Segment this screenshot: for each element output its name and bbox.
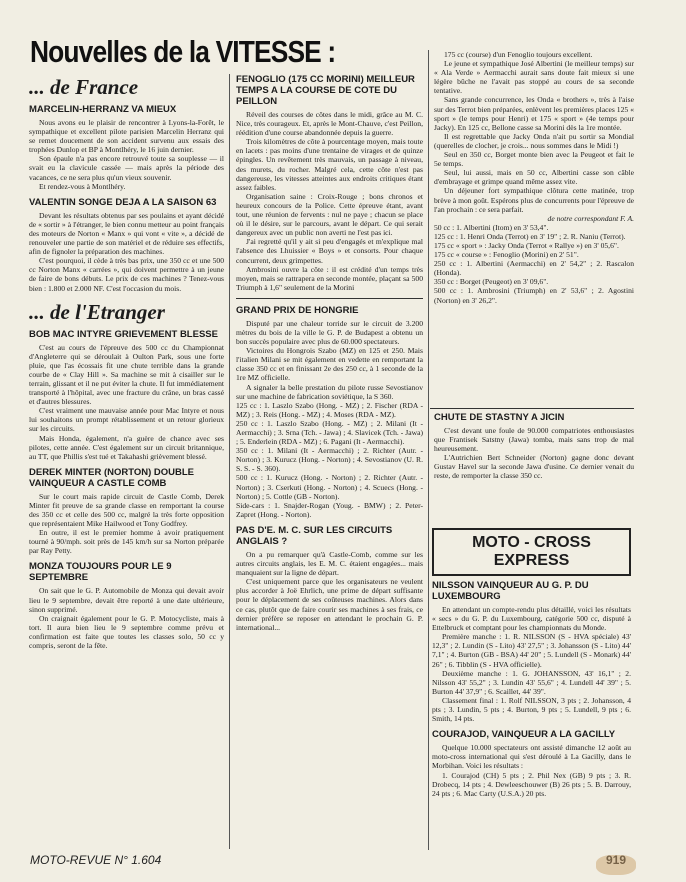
- result-line: 1. Courajod (CH) 5 pts ; 2. Phil Nex (GB) 9 pts ; 3. R. Drobecq, 14 pts ; 4. Dewleeschouwer (B) 26 pts ; 5. B. Darrouy, 24 pts ; 6. Mac Carty (U.S.A.) 20 pts.: [432, 770, 631, 798]
- column-2: [236, 74, 423, 849]
- article-paragraph: Sur le court mais rapide circuit de Castle Comb, Derek Minter fit preuve de sa grande classe en remportant la course des 350 cc et celle des 500 cc, malgré la très forte opposition que représentaient Mike Hailwood et Tony Godfrey.: [29, 491, 224, 529]
- headline-valentin: VALENTIN SONGE DEJA A LA SAISON 63: [29, 196, 217, 208]
- headline-fenoglio: FENOGLIO (175 CC MORINI) MEILLEUR TEMPS A LA COURSE DE COTE DU PEILLON: [236, 74, 415, 107]
- article-paragraph: A signaler la belle prestation du pilote russe Sevostianov sur une machine de fabrication soviétique, la S 360.: [236, 382, 423, 401]
- article-paragraph: C'est vraiment une mauvaise année pour Mac Intyre et nous lui souhaitons un prompt rétablissement et un retour glorieux sur les circuits.: [29, 406, 224, 434]
- column-3-upper: [434, 50, 634, 408]
- result-line: 175 cc « sport » : Jacky Onda (Terrot « Rallye ») en 3' 05,6".: [434, 240, 619, 250]
- page-title: Nouvelles de la VITESSE :: [30, 34, 336, 69]
- article-paragraph: Seul en 350 cc, Borget monte bien avec la Peugeot et fait le 5e temps.: [434, 150, 634, 169]
- result-line: 125 cc : 1. Henri Onda (Terrot) en 3' 19" ; 2. R. Naniu (Terrot).: [434, 231, 626, 241]
- result-line: 500 cc : 1. Kurucz (Hong. - Norton) ; 2. Richter (Autr. - Norton) ; 3. Cserkuti (Hong. - Norton) ; 4. Scuecs (Hong. - Norton) ; 5. Cottle (GB - Norton).: [236, 473, 423, 501]
- article-paragraph: On craignait également pour le G. P. Motocycliste, mais à tort. Il aura bien lieu le 9 septembre comme prévu et confirmation est faite que toutes les classes solo, 50 cc y compris, seront de la fête.: [29, 613, 224, 651]
- headline-minter: DEREK MINTER (NORTON) DOUBLE VAINQUEUR A CASTLE COMB: [29, 466, 195, 489]
- headline-nilsson: NILSSON VAINQUEUR AU G. P. DU LUXEMBOURG: [432, 580, 589, 602]
- section-heading-etranger: ... de l'Etranger: [29, 299, 165, 324]
- article-paragraph: C'est pourquoi, il cède à très bas prix, une 350 cc et une 500 cc Norton Manx « carrées », qui doivent permettre à un jeune de faire de bons débuts. Le prix de ces machines ? Tenez-vous bien : 1.800 et 2.000 NF. C'est l'occasion du mois.: [29, 256, 224, 293]
- article-paragraph: C'est uniquement parce que les organisateurs ne veulent plus accorder à Joë Ehrlich, une prime de départ suffisante pour le déplacement de ses coûteuses machines. Alors dans ce cas, plutôt que de faire courir ses machines à ses frais, ce dernier préfère se reposer en attendant le prochain G. P. international...: [236, 577, 423, 632]
- headline-marcelin: MARCELIN-HERRANZ VA MIEUX: [29, 104, 177, 115]
- article-paragraph: Ambrosini ouvre la côte : il est crédité d'un temps très moyen, mais se rattrapera en seconde montée, plaçant sa 500 Triumph à 1,6" seulement de la Morini: [236, 264, 423, 292]
- article-paragraph: Trois kilomètres de côte à pourcentage moyen, mais toute en lacets : pas moins d'une trentaine de virages et de quinze épingles. Un revêtement très mauvais, un passage à niveau, des murets, du rocher. Malgré cela, cette côte n'est pas dangereuse, les vitesses atteintes aux endroits critiques étant assez faibles.: [236, 137, 423, 192]
- column-1: [29, 74, 224, 849]
- section-divider: [430, 408, 634, 409]
- result-line: Deuxième manche : 1. G. JOHANSSON, 43' 16,1" ; 2. Nilsson 43' 55,2" ; 3. Lundin 43' 55,6" ; 4. Lundell 44' 39" ; 5. Burton 44' 37,9" ; 6. Scaillet, 44' 39".: [432, 668, 631, 696]
- article-paragraph: Il est regrettable que Jacky Onda n'ait pu sortir sa Mondial (querelles de clocher, je crois... nous sommes dans le Midi !): [434, 131, 634, 150]
- motocross-box: [432, 528, 631, 844]
- headline-hongrie: GRAND PRIX DE HONGRIE: [236, 304, 359, 316]
- article-paragraph: Réveil des courses de côtes dans le midi, grâce au M. C. Nice, très courageux. Et, après le Mont-Chauve, c'est Peillon, réédition d'une course abandonnée depuis la guerre.: [236, 110, 423, 138]
- article-paragraph: En outre, il est le premier homme à avoir pratiquement tourné à 90/mph. soit près de 145 km/h sur sa Norton préparée par Ray Petty.: [29, 528, 224, 556]
- article-paragraph: On sait que le G. P. Automobile de Monza qui devait avoir lieu le 9 septembre, devait être reporté à une date ultérieure, sinon supprimé.: [29, 586, 224, 614]
- article-paragraph: Son épaule n'a pas encore retrouvé toute sa souplesse — il svait eu la clavicule cassée — mais après la période des vacances, ce ne sera plus qu'un vieux souvenir.: [29, 154, 224, 182]
- article-paragraph: Le jeune et sympathique José Albertini (le meilleur temps) sur « Ala Verde » Aermacchi aurait sans doute fait mieux si une légère bûche ne l'avait pas stoppé au cours de sa seconde tentative.: [434, 59, 634, 96]
- result-line: 50 cc : 1. Albertini (Itom) en 3' 53,4".: [434, 222, 549, 232]
- article-paragraph: Devant les résultats obtenus par ses poulains et ayant décidé de « sortir » à l'étranger, le bien connu metteur au point français des moteurs de Norton « Manx » qui vont « vite », a décidé de renouveler une partie de son matériel et de réduire ses effectifs, afin de fignoler la préparation des machines.: [29, 210, 224, 257]
- result-line: 125 cc : 1. Laszlo Szabo (Hong. - MZ) ; 2. Fischer (RDA - MZ) ; 3. Reis (Hong. - MZ) ; 4. Moses (RDA - MZ).: [236, 400, 423, 419]
- article-paragraph: Un déjeuner fort sympathique clôtura cette matinée, trop brève à mon goût. Espérons plus de concurrents pour l'épreuve de l'an prochain : ce sera parfait.: [434, 186, 634, 214]
- article-paragraph: Seul, lui aussi, mais en 50 cc, Albertini casse son câble d'embrayage et grimpe quand même assez vite.: [434, 168, 634, 187]
- article-paragraph: Disputé par une chaleur torride sur le circuit de 3.200 mètres du bois de la ville le G. P. de Budapest a obtenu un bon succès populaire avec plus de 60.000 spectateurs.: [236, 318, 423, 347]
- article-paragraph: Organisation saine : Croix-Rouge ; bons chronos et heureux concours de la Police. Cette épreuve étant, avant tout, une réunion de fervents : nul ne paye ; chacun se place où il le désire, sur le parcours, avant le départ. Ce qui serait dangereux avec un public non averti ne l'est pas ici.: [236, 191, 423, 238]
- article-paragraph: Et rendez-vous à Montlhéry.: [39, 181, 126, 191]
- result-line: Première manche : 1. R. NILSSON (S - HVA spéciale) 43' 12,3" ; 2. Lundin (S - Lito) 43' 27,5" ; 3. Johansson (S - Lito) 44' 7,1" ; 4. Burton (GB - BSA) 44' 20" ; 5. Lundell (S - Monark) 44' 26" ; 6. Tibblin (S - HVA officielle).: [432, 632, 631, 669]
- column-divider: [229, 74, 230, 849]
- article-paragraph: Mais Honda, également, n'a guère de chance avec ses pilotes, cette année. C'est également sur un circuit britannique, au TT, que Phillis s'est tué et Takahashi grièvement blessé.: [29, 433, 224, 461]
- column-divider: [428, 50, 429, 850]
- paper-stain: [596, 855, 636, 875]
- result-line: Classement final : 1. Rolf NILSSON, 3 pts ; 2. Johansson, 4 pts ; 3. Lundin, 5 pts ; 4. Burton, 9 pts ; 5. Lundell, 9 pts ; 6. Smith, 14 pts.: [432, 695, 631, 724]
- signature: de notre correspondant F. A.: [547, 213, 634, 223]
- article-paragraph: C'est au cours de l'épreuve des 500 cc du Championnat d'Angleterre qui se déroulait à Oulton Park, sous une forte pluie, que l'as écossais fit une chute terrible dans la grande courbe de « Clay Hill ». Sa machine se mit à cisailler sur le terrain, glissant et il ne put éviter la chute. Il fut immédiatement transporté à l'hôpital, avec une fracture du crâne, un bras cassé et d'autres blessures.: [29, 342, 224, 407]
- article-paragraph: L'Autrichien Bert Schneider (Norton) gagne donc devant Gustav Havel sur la seconde Jawa d'usine. Ce dernier venait du reste, de remporter la classe 350 cc.: [434, 453, 634, 481]
- result-line: 350 cc : Borget (Peugeot) en 3' 09,6".: [434, 277, 549, 287]
- result-line: 175 cc « course » : Fenoglio (Morini) en 2' 51".: [434, 250, 579, 260]
- headline-emc: PAS D'E. M. C. SUR LES CIRCUITS ANGLAIS ?: [236, 524, 393, 547]
- footer-issue: MOTO-REVUE N° 1.604: [30, 853, 162, 867]
- section-divider: [236, 298, 423, 299]
- result-line: 350 cc : 1. Milani (It - Aermacchi) ; 2. Richter (Autr. - Norton) ; 3. Kurucz (Hong. - Norton) ; 4. Sevostianov (U. R. S. S. - S. 360).: [236, 446, 423, 474]
- motocross-box-title: MOTO - CROSS EXPRESS: [432, 528, 631, 576]
- headline-bob: BOB MAC INTYRE GRIEVEMENT BLESSE: [29, 328, 218, 340]
- headline-stastny: CHUTE DE STASTNY A JICIN: [434, 412, 565, 423]
- article-paragraph: En attendant un compte-rendu plus détaillé, voici les résultats « secs » du G. P. du Luxembourg, catégorie 500 cc, disputé à Ettelbruck et comptant pour les championnats du Monde.: [432, 605, 631, 633]
- article-paragraph: On a pu remarquer qu'à Castle-Comb, comme sur les autres circuits anglais, les E. M. C. étaient engagées... mais manquaient sur la ligne de départ.: [236, 549, 423, 578]
- article-paragraph: J'ai regretté qu'il y ait si peu d'engagés et m'explique mal l'absence des Lhuissier « Boys » et consorts. Pour chaque concurrent, deux grimpettes.: [236, 237, 423, 265]
- column-3-middle: [434, 410, 634, 520]
- section-heading-france: ... de France: [29, 75, 139, 99]
- result-line: 500 cc : 1. Ambrosini (Triumph) en 2' 53,6" ; 2. Agostini (Norton) en 3' 26,2".: [434, 286, 634, 305]
- result-line: Side-cars : 1. Snajder-Rogan (Youg. - BMW) ; 2. Peter-Zapret (Hong. - Norton).: [236, 500, 423, 519]
- result-line: 250 cc : 1. Albertini (Aermacchi) en 2' 54,2" ; 2. Rascalon (Honda).: [434, 259, 634, 278]
- article-paragraph: Quelque 10.000 spectateurs ont assisté dimanche 12 août au moto-cross international qui s'est déroulé à La Gacilly, dans le Morbihan. Voici les résultats :: [432, 743, 631, 771]
- article-paragraph: C'est devant une foule de 90.000 compatriotes enthousiastes que Frantisek Satstny (Jawa) tomba, mais sans trop de mal heureusement.: [434, 426, 634, 454]
- result-line: 250 cc : 1. Laszlo Szabo (Hong. - MZ) ; 2. Milani (It - Aermacchi) ; 3. Srna (Tch. - Jawa) ; 4. Slavicek (Tch. - Jawa) ; 5. Enderlein (RDA - MZ) ; 6. Pagani (It - Aermacchi).: [236, 418, 423, 447]
- article-paragraph: Nous avons eu le plaisir de rencontrer à Lyons-la-Forêt, le sympathique et excellent pilote parisien Marcelin Herranz qui se remet doucement de son accident survenu aux essais des trophées Dunlop et BP à Montlhéry, le 16 juin dernier.: [29, 118, 224, 155]
- headline-monza: MONZA TOUJOURS POUR LE 9 SEPTEMBRE: [29, 561, 172, 584]
- article-paragraph: Sans grande concurrence, les Onda « brothers », très à l'aise sur des Terrot bien préparées, enlèvent les premières places 125 « sport » (le temps pour Henri) et 175 « sport » (4e temps pour Jacky). En 125 cc, Bellone casse sa Morini dès la 1re montée.: [434, 95, 634, 132]
- headline-courajod: COURAJOD, VAINQUEUR A LA GACILLY: [432, 729, 616, 741]
- article-paragraph: 175 cc (course) d'un Fenoglio toujours excellent.: [444, 50, 593, 59]
- article-paragraph: Victoires du Hongrois Szabo (MZ) en 125 et 250. Mais l'italien Milani se mit également en vedette en remportant la classe 350 cc et en finissant 2e des 250 cc, à 1 seconde de la 1re MZ officielle.: [236, 346, 423, 383]
